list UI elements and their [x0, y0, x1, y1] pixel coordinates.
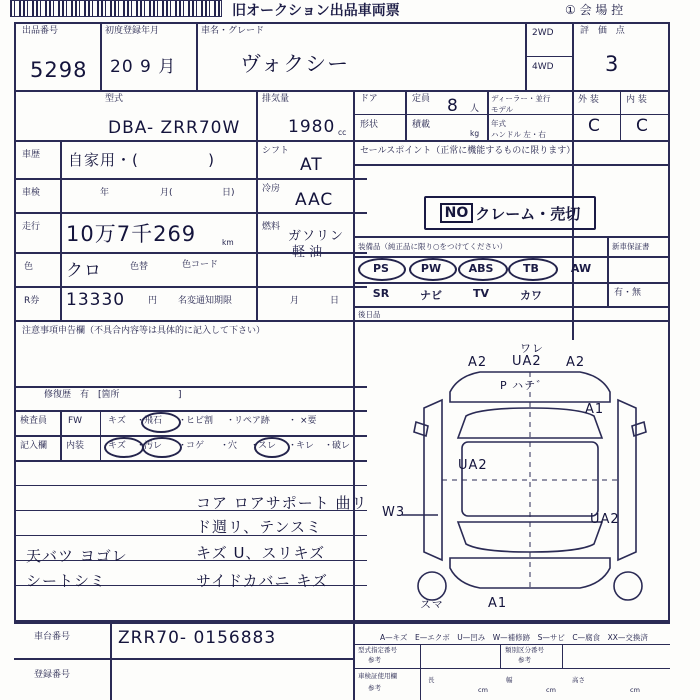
no-claim-stamp: [424, 196, 596, 230]
int-item-4: スレ: [258, 441, 277, 451]
diagram-mark-0: A2: [468, 355, 488, 370]
circle-mark-kizu: [104, 437, 144, 458]
diagram-mark-7: UA2: [590, 512, 620, 527]
circle-mark-tobiishi: [141, 412, 181, 433]
note-5: サイドカバニ キズ: [196, 572, 328, 590]
rule: [14, 485, 367, 486]
rule: [14, 212, 367, 214]
title-text: オークション出品車両票: [246, 3, 400, 19]
newcar-warranty-label: 新車保証書: [612, 242, 650, 251]
int-item-1: 汚レ: [144, 441, 163, 451]
equip-aw: AW: [570, 262, 592, 275]
rule: [14, 435, 367, 437]
mileage-value: 10万7千269: [66, 222, 197, 246]
rule: [14, 286, 367, 288]
rule: [353, 256, 670, 258]
rule: [562, 644, 563, 668]
equipment-label: 装備品（純正品に限り○をつけてください）: [358, 242, 508, 251]
rule: [196, 22, 198, 90]
page-title: [232, 0, 400, 20]
damage-code-legend: A—キズ E—エクボ U—凹み W—補修跡 S—サビ C—腐食 XX—交換済: [380, 633, 648, 642]
rule: [353, 644, 670, 645]
name-change-month: 月: [290, 296, 300, 306]
interior-label: 内 装: [626, 95, 647, 105]
note-2: 天バツ ヨゴレ: [26, 547, 128, 565]
recolor-label: 色替: [130, 262, 149, 272]
venue-label: ① 会 場 控: [565, 3, 624, 17]
rule: [353, 668, 670, 669]
diagram-mark-10: A1: [488, 596, 508, 611]
rken-label: R券: [24, 296, 40, 306]
shaken-use-sub: 参考: [368, 684, 381, 692]
class-code-label: 類別区分番号: [505, 646, 544, 654]
inspector-label: 検査員: [20, 416, 48, 426]
rule: [14, 460, 367, 462]
rule: [405, 90, 407, 140]
dot-sep-9: ・: [288, 441, 298, 451]
no-claim-nc: NO: [440, 203, 474, 223]
displacement-value: 1980: [288, 117, 336, 137]
chassis-value: ZRR70- 0156883: [118, 628, 277, 648]
dot-sep-3: ・: [226, 416, 236, 426]
note-4: シートシミ: [26, 572, 107, 590]
rule: [525, 56, 572, 57]
kg-label: kg: [470, 129, 480, 138]
registration-label: 登録番号: [34, 670, 71, 680]
equip-sr: SR: [372, 287, 390, 300]
later-label: 後日品: [358, 310, 381, 319]
note-0: コア ロアサポート 曲リ: [196, 494, 368, 512]
length-label: 長: [428, 676, 435, 684]
rule: [500, 644, 501, 668]
car-damage-diagram: [380, 330, 690, 620]
sales-point-label: セールスポイント（正常に機能するものに限ります）: [360, 146, 576, 156]
dot-sep-10: ・: [324, 441, 334, 451]
chassis-label: 車台番号: [34, 632, 71, 642]
rule: [14, 622, 670, 624]
dot-sep-5: ・: [136, 441, 146, 451]
diagram-mark-1: ワレ: [520, 342, 544, 355]
circle-mark-pw: [409, 258, 457, 281]
int-item-2: コゲ: [186, 441, 205, 451]
height-unit: cm: [630, 686, 640, 694]
handle-label: ハンドル 左・右: [491, 130, 546, 139]
model-desig-sub: 参考: [368, 656, 381, 664]
displacement-label: 排気量: [262, 94, 290, 104]
rule: [14, 178, 367, 180]
rule: [110, 622, 112, 700]
rule: [14, 658, 353, 660]
circle-mark-abs: [458, 258, 508, 281]
circle-mark-yogore: [142, 437, 182, 458]
drive-2wd-label: 2WD: [532, 28, 554, 38]
dealer-label: ディーラー・並行: [491, 94, 551, 103]
int-item-6: 破レ: [332, 441, 351, 451]
model-desig-label: 型式指定番号: [358, 646, 397, 654]
model-value: DBA- ZRR70W: [108, 118, 241, 138]
color-label: 色: [24, 262, 34, 272]
maker-label: モデル: [491, 105, 514, 114]
rule: [256, 140, 258, 320]
door-label: ドア: [360, 94, 378, 104]
inspection-month: 月(: [160, 188, 173, 198]
ac-label: 冷房: [262, 184, 281, 194]
rule: [353, 236, 670, 238]
rule: [353, 622, 355, 700]
model-label: 型式: [105, 94, 124, 104]
equip-kawa: カワ: [520, 289, 542, 302]
car-name-label: 車名・グレード: [201, 26, 265, 36]
diagram-mark-5: A1: [585, 402, 605, 417]
dot-sep-2: ・: [178, 416, 188, 426]
rule: [620, 90, 621, 140]
diagram-mark-6: UA2: [458, 458, 488, 473]
dot-sep-1: ・: [136, 416, 146, 426]
fuel-value-top: ガソリン: [288, 229, 345, 244]
dot-sep-4: ・: [288, 416, 298, 426]
rule: [572, 22, 574, 340]
lot-value: 5298: [30, 58, 88, 82]
ac-value: AAC: [295, 190, 334, 210]
rule: [353, 164, 670, 166]
rule: [14, 386, 367, 388]
name-change-day: 日: [330, 296, 340, 306]
rule: [607, 236, 609, 306]
displacement-unit: cc: [338, 128, 347, 137]
entry-label: 記入欄: [20, 441, 48, 451]
diagram-mark-3: A2: [566, 355, 586, 370]
rule: [353, 306, 670, 308]
fw-label: FW: [68, 416, 83, 426]
fw-item-4: ×要: [300, 416, 317, 426]
load-label: 積載: [412, 120, 431, 130]
first-reg-label: 初度登録年月: [105, 26, 160, 36]
exterior-label: 外 装: [578, 95, 599, 105]
color-value: クロ: [66, 261, 102, 281]
int-item-3: 穴: [228, 441, 238, 451]
diagram-mark-4: P ハテ゛: [500, 379, 549, 392]
width-label: 幅: [506, 676, 513, 684]
repair-close: ]: [178, 390, 182, 400]
circle-mark-tb: [508, 258, 558, 281]
equip-pw: PW: [420, 262, 442, 275]
shift-label: シフト: [262, 146, 290, 156]
rule: [353, 90, 355, 140]
dot-sep-6: ・: [178, 441, 188, 451]
score-value: 3: [605, 52, 620, 76]
width-unit: cm: [546, 686, 556, 694]
capacity-label: 定員: [412, 94, 431, 104]
rule: [487, 90, 489, 140]
rule: [572, 114, 670, 115]
rken-value: 13330: [66, 290, 126, 310]
inspection-day: 日): [222, 188, 235, 198]
class-code-sub: 参考: [518, 656, 531, 664]
rule: [256, 90, 258, 140]
circle-mark-sure: [254, 437, 290, 458]
shaken-use-label: 車検証使用欄: [358, 672, 397, 680]
no-claim-text: クレーム・売切: [475, 204, 581, 223]
note-3: キズ U、スリキズ: [196, 544, 326, 562]
capacity-value: 8: [447, 96, 459, 116]
rule: [14, 140, 670, 142]
interior-value: C: [636, 116, 649, 136]
capacity-unit: 人: [470, 104, 480, 114]
inspection-label: 車検: [22, 188, 41, 198]
fuel-value: 軽 油: [292, 245, 323, 260]
repair-label: 修復歴 有 [箇所: [44, 390, 120, 400]
barcode-frame: [10, 0, 222, 17]
rule: [14, 320, 670, 322]
exterior-value: C: [588, 116, 601, 136]
history-value: 自家用・( ): [68, 151, 215, 169]
rule: [353, 282, 670, 284]
colorcode-label: 色コード: [182, 260, 219, 270]
shift-value: AT: [300, 155, 323, 175]
arrow-w3: [402, 508, 442, 522]
drive-4wd-label: 4WD: [532, 62, 554, 72]
title-mark: 旧: [232, 3, 246, 19]
diagram-mark-2: UA2: [512, 354, 542, 369]
warranty-value: 有・無: [614, 288, 642, 298]
height-label: 高さ: [572, 676, 585, 684]
rule: [420, 644, 421, 700]
equip-tv: TV: [472, 287, 490, 300]
length-unit: cm: [478, 686, 488, 694]
inspection-year: 年: [100, 188, 110, 198]
equip-ps: PS: [373, 262, 389, 275]
notes-label: 注意事項申告欄（不具合内容等は具体的に記入して下さい）: [22, 326, 266, 336]
int-item-0: キズ: [108, 441, 126, 451]
note-1: ド週リ、テンスミ: [196, 518, 323, 536]
year-label: 年式: [491, 119, 506, 128]
fw-item-2: ヒビ割: [186, 416, 214, 426]
dot-sep-7: ・: [220, 441, 230, 451]
rken-unit: 円: [148, 296, 158, 306]
rule: [14, 410, 367, 412]
rule: [353, 114, 572, 115]
fw-item-0: キズ: [108, 416, 126, 426]
diagram-mark-8: W3: [382, 505, 406, 520]
history-label: 車歴: [22, 150, 41, 160]
score-label: 評 価 点: [580, 26, 628, 36]
dot-sep-8: ・: [250, 441, 260, 451]
equip-abs: ABS: [468, 262, 494, 275]
rule: [60, 140, 62, 320]
fw-item-1: 飛石: [144, 416, 163, 426]
interior-row-label: 内装: [66, 441, 85, 451]
fuel-label: 燃料: [262, 222, 281, 232]
first-reg-value: 20 9 月: [110, 57, 177, 77]
int-item-5: キレ: [296, 441, 314, 451]
circle-mark-ps: [358, 258, 406, 281]
fw-item-3: リペア跡: [234, 416, 270, 426]
car-name-value: ヴォクシー: [240, 52, 350, 76]
lot-label: 出品番号: [22, 26, 59, 36]
rule: [100, 22, 102, 90]
mileage-unit: km: [222, 238, 234, 247]
shape-label: 形状: [360, 120, 379, 130]
car-diagram-svg: [380, 330, 690, 620]
equip-tb: TB: [523, 262, 539, 275]
equip-navi: ナビ: [420, 289, 442, 302]
mileage-label: 走行: [22, 222, 41, 232]
name-change-label: 名変通知期限: [178, 296, 233, 306]
diagram-mark-9: スマ: [420, 598, 444, 611]
